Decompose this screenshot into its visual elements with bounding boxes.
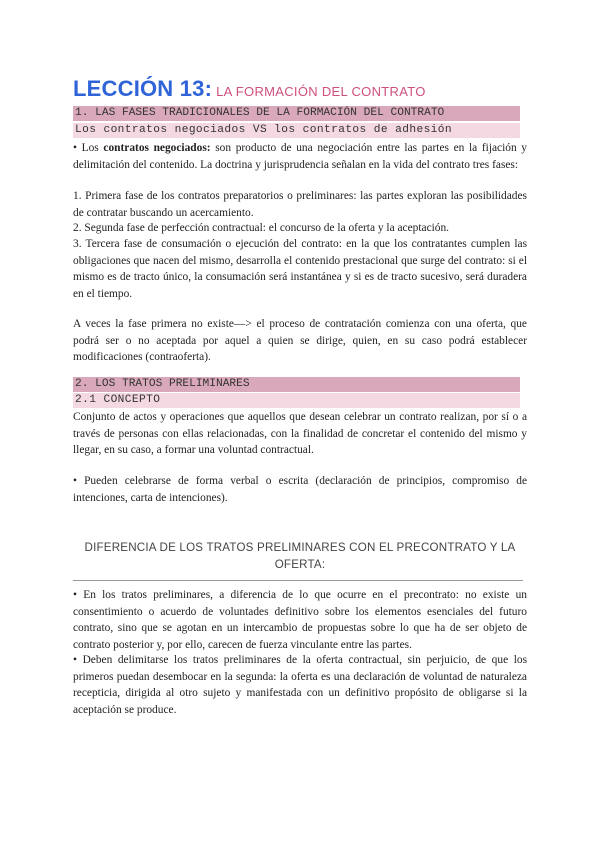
phase-2-text: 2. Segunda fase de perfección contractual: el concurso de la oferta y la aceptación. [73,222,450,234]
section-1-subheading: Los contratos negociados VS los contratos de adhesión [73,123,520,138]
difference-heading: DIFERENCIA DE LOS TRATOS PRELIMINARES CON EL PRECONTRATO Y LA OFERTA: [84,541,516,571]
bullet-rest: son producto de una negociación entre las partes en la fijación y delimitación del contenido. La doctrina y jurisprudencia señalan en la vida del contrato tres fases: [73,142,527,171]
phase-1-text: 1. Primera fase de los contratos preparatorios o preliminares: las partes exploran las posibilidades de contratar buscando un acercamiento. [73,190,527,219]
negotiated-contracts-paragraph [73,140,527,173]
divider-line [73,580,523,581]
phase-3-text: 3. Tercera fase de consumación o ejecución del contrato: en la que los contratantes cumplen las obligaciones que nacen del mismo, desarrolla el contenido prestacional que surge del contrato: si el mismo es de tracto único, la consumación será instantánea y si es de tracto sucesivo, será duradera en el tiempo. [73,238,527,300]
lesson-number: LECCIÓN 13: [73,76,213,101]
bullet-prefix: • Los [73,142,104,154]
lesson-title [73,76,426,102]
concept-paragraph: Conjunto de actos y operaciones que aquellos que desean celebrar un contrato realizan, por sí o a través de personas con ellas relacionadas, con la finalidad de concretar el contenido del mismo y llegar, en su caso, a formar una voluntad contractual. [73,411,527,456]
section-2-subheading: 2.1 CONCEPTO [73,393,520,408]
section-1-heading: 1. LAS FASES TRADICIONALES DE LA FORMACIÓN DEL CONTRATO [73,106,520,121]
form-bullet: • Pueden celebrarse de forma verbal o escrita (declaración de principios, compromiso de intenciones, carta de intenciones). [73,475,527,504]
first-phase-note: A veces la fase primera no existe—> el proceso de contratación comienza con una oferta, que podrá ser o no aceptada por aquel a quien se dirige, quien, en su caso podrá establecer modificaciones (contraoferta). [73,318,527,363]
difference-bullet-precontract: • En los tratos preliminares, a diferencia de lo que ocurre en el precontrato: no existe un consentimiento o acuerdo de voluntades definitivo sobre los elementos esenciales del futuro contrato, sino que se agotan en un intercambio de propuestas sobre lo que ha de ser objeto de contrato posterior y, por ello, carecen de fuerza vinculante entre las partes. [73,589,527,651]
difference-bullet-offer: • Deben delimitarse los tratos preliminares de la oferta contractual, sin perjuicio, de que los primeros puedan desembocar en la segunda: la oferta es una declaración de voluntad de naturaleza recepticia, dirigida al otro sujeto y manifestada con un definitivo propósito de obligarse si la aceptación se produce. [73,654,527,716]
section-2-heading: 2. LOS TRATOS PRELIMINARES [73,377,520,392]
bold-term: contratos negociados: [103,142,211,154]
lesson-subtitle: LA FORMACIÓN DEL CONTRATO [216,84,426,99]
